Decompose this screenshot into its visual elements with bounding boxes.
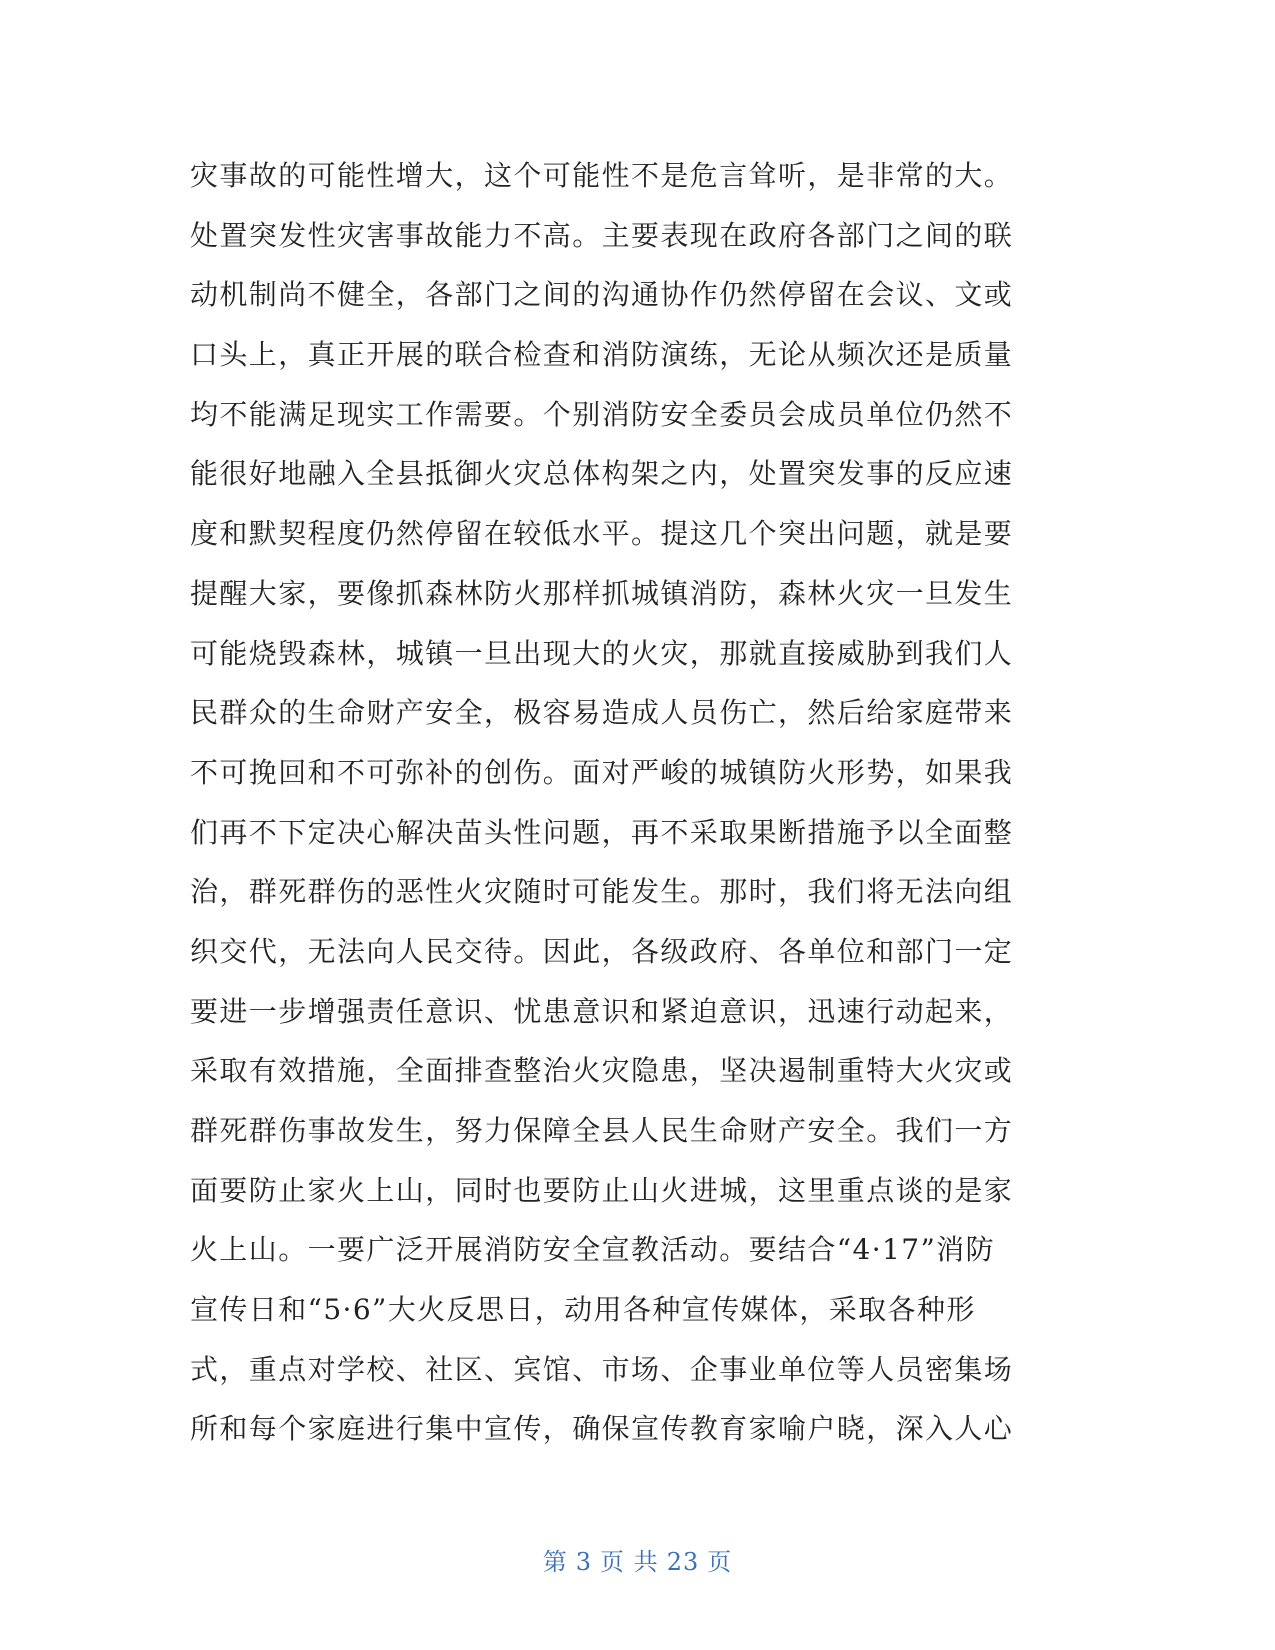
page-footer bbox=[0, 1542, 1275, 1577]
text-line-21: 式，重点对学校、社区、宾馆、市场、企事业单位等人员密集场 bbox=[190, 1352, 1014, 1386]
text-line-12: 们再不下定决心解决苗头性问题，再不采取果断措施予以全面整 bbox=[190, 815, 1014, 849]
text-line-10: 民群众的生命财产安全，极容易造成人员伤亡，然后给家庭带来 bbox=[190, 696, 1014, 730]
text-line-22: 所和每个家庭进行集中宣传，确保宣传教育家喻户晓，深入人心 bbox=[190, 1412, 1014, 1446]
text-line-18: 面要防止家火上山，同时也要防止山火进城，这里重点谈的是家 bbox=[190, 1173, 1014, 1207]
text-line-16: 采取有效措施，全面排查整治火灾隐患，坚决遏制重特大火灾或 bbox=[190, 1054, 1014, 1088]
text-line-15: 要进一步增强责任意识、忧患意识和紧迫意识，迅速行动起来， bbox=[190, 994, 1014, 1028]
text-line-14: 织交代，无法向人民交待。因此，各级政府、各单位和部门一定 bbox=[190, 934, 1014, 968]
text-line-6: 能很好地融入全县抵御火灾总体构架之内，处置突发事的反应速 bbox=[190, 457, 1014, 491]
text-line-11: 不可挽回和不可弥补的创伤。面对严峻的城镇防火形势，如果我 bbox=[190, 755, 1014, 789]
text-line-9: 可能烧毁森林，城镇一旦出现大的火灾，那就直接威胁到我们人 bbox=[190, 636, 1014, 670]
text-line-5: 均不能满足现实工作需要。个别消防安全委员会成员单位仍然不 bbox=[190, 397, 1014, 431]
footer-prefix: 第 bbox=[542, 1548, 568, 1576]
text-line-2: 处置突发性灾害事故能力不高。主要表现在政府各部门之间的联 bbox=[190, 218, 1014, 252]
footer-suffix: 页 bbox=[707, 1548, 733, 1576]
text-line-3: 动机制尚不健全，各部门之间的沟通协作仍然停留在会议、文或 bbox=[190, 278, 1014, 312]
text-line-4: 口头上，真正开展的联合检查和消防演练，无论从频次还是质量 bbox=[190, 338, 1014, 372]
footer-middle: 页 共 bbox=[600, 1548, 659, 1576]
text-line-20: 宣传日和“5·6”大火反思日，动用各种宣传媒体，采取各种形 bbox=[190, 1293, 976, 1327]
text-line-1: 灾事故的可能性增大，这个可能性不是危言耸听，是非常的大。 bbox=[190, 159, 1014, 192]
text-line-8: 提醒大家，要像抓森林防火那样抓城镇消防，森林火灾一旦发生 bbox=[190, 576, 1014, 610]
text-line-17: 群死群伤事故发生，努力保障全县人民生命财产安全。我们一方 bbox=[190, 1114, 1014, 1147]
text-line-13: 治，群死群伤的恶性火灾随时可能发生。那时，我们将无法向组 bbox=[190, 875, 1014, 909]
text-line-7: 度和默契程度仍然停留在较低水平。提这几个突出问题，就是要 bbox=[190, 517, 1014, 551]
footer-total-pages: 23 bbox=[666, 1548, 700, 1576]
body-text bbox=[190, 146, 1090, 1459]
footer-current-page: 3 bbox=[575, 1548, 593, 1576]
text-line-19: 火上山。一要广泛开展消防安全宣教活动。要结合“4·17”消防 bbox=[190, 1233, 995, 1267]
